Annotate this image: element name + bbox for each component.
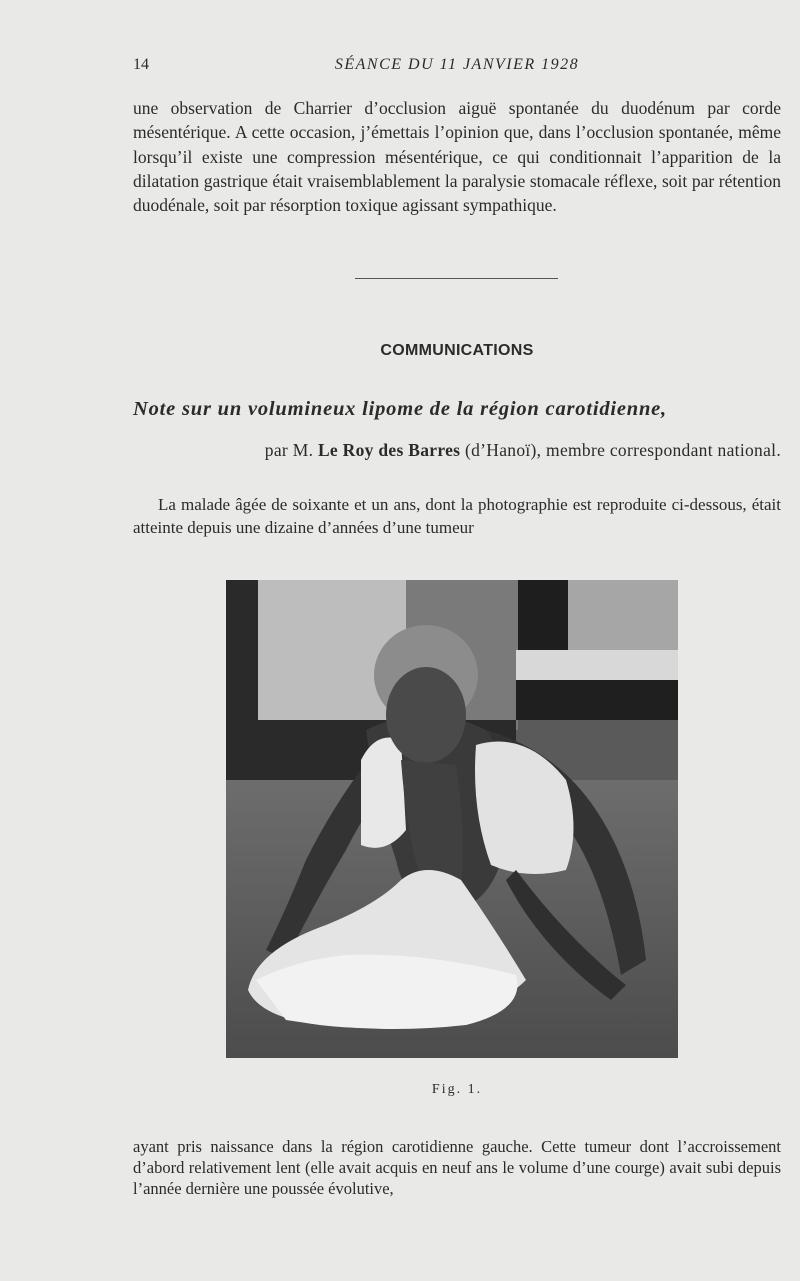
- byline-prefix: par M.: [264, 440, 314, 460]
- paragraph-2: [133, 493, 781, 539]
- byline-suffix: (d’Hanoï), membre correspondant national.: [464, 440, 781, 460]
- running-head-title: SÉANCE DU 11 JANVIER 1928: [334, 56, 580, 73]
- article-title: Note sur un volumineux lipome de la région carotidienne,: [133, 398, 667, 420]
- article-byline: [133, 440, 781, 461]
- paragraph-3: [133, 1136, 781, 1199]
- author-name: Le Roy des Barres: [317, 440, 461, 460]
- figure-photograph: [226, 580, 678, 1058]
- figure-caption: Fig. 1.: [431, 1082, 483, 1097]
- page-number: 14: [133, 56, 149, 73]
- paragraph-3-text: ayant pris naissance dans la région carotidienne gauche. Cette tumeur dont l’accroissement d’abord relativement lent (elle avait acquis en neuf ans le volume d’une courge) avait subi depuis l’année dernière une poussée évolutive,: [133, 1137, 781, 1198]
- paragraph-2-text: La malade âgée de soixante et un ans, dont la photographie est reproduite ci-dessous, était atteinte depuis une dizaine d’années d’une tumeur: [133, 495, 781, 537]
- running-head: [133, 56, 781, 80]
- patient-photograph: [226, 580, 678, 1058]
- section-heading: COMMUNICATIONS: [380, 342, 534, 359]
- section-divider: [355, 278, 558, 279]
- paragraph-1: [133, 96, 781, 217]
- paragraph-1-text: une observation de Charrier d’occlusion aiguë spontanée du duodénum par corde mésentérique. A cette occasion, j’émettais l’opinion que, dans l’occlusion spontanée, même lorsqu’il existe une compression mésentérique, ce qui conditionnait l’apparition de la dilatation gastrique était vraisemblablement la paralysie stomacale réflexe, soit par rétention duodénale, soit par résorption toxique agissant sympathique.: [133, 98, 781, 216]
